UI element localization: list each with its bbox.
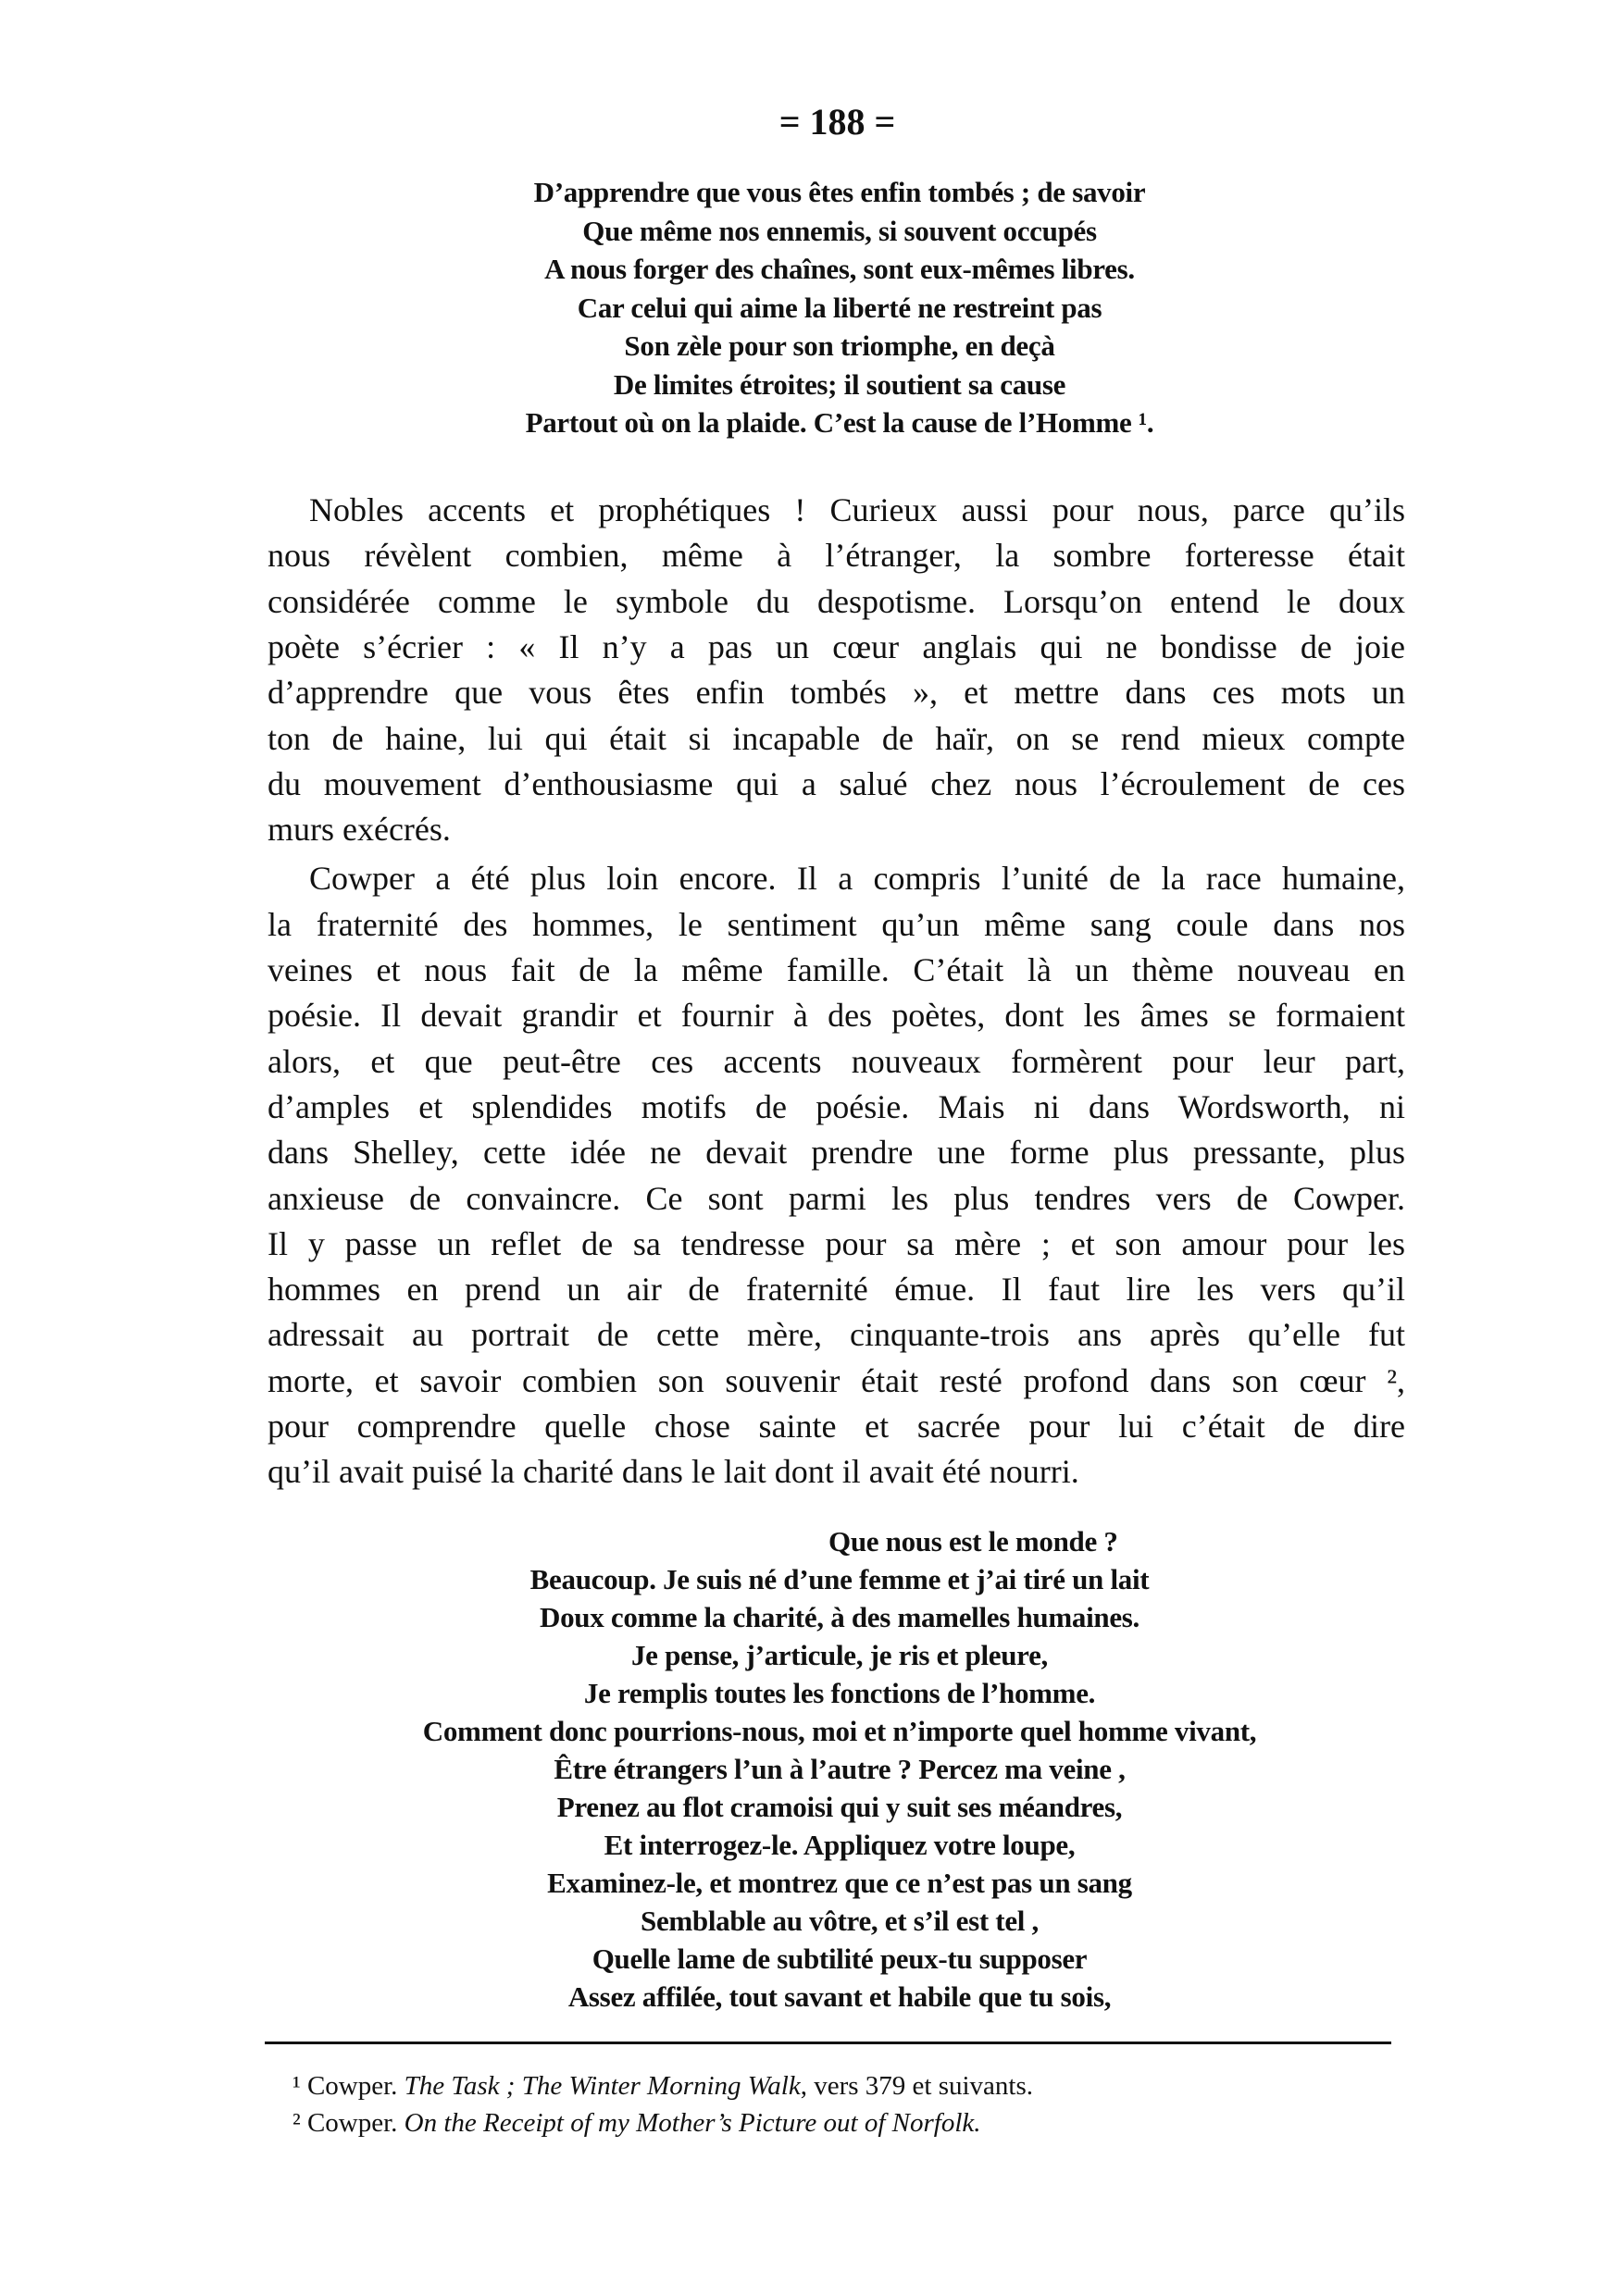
prose-line: anxieuse de convaincre. Ce sont parmi les plus tendres vers de Cowper.	[268, 1179, 1405, 1217]
footnote-mark: ¹	[293, 2071, 301, 2101]
footnote-2	[293, 2108, 981, 2139]
verse-line: Comment donc pourrions-nous, moi et n’importe quel homme vivant,	[422, 1715, 1257, 1747]
prose-line: Cowper a été plus loin encore. Il a compris l’unité de la race humaine,	[309, 860, 1405, 898]
prose-line: murs exécrés.	[268, 811, 451, 849]
verse-line: Prenez au flot cramoisi qui y suit ses méandres,	[556, 1791, 1123, 1823]
verse-line: Que même nos ennemis, si souvent occupés	[582, 214, 1097, 247]
verse-line: Examinez-le, et montrez que ce n’est pas un sang	[547, 1867, 1132, 1899]
verse-line: Que nous est le monde ?	[828, 1525, 1118, 1558]
verse-line: D’apprendre que vous êtes enfin tombés ; de savoir	[533, 176, 1146, 208]
footnote-1	[293, 2071, 1033, 2102]
prose-line: d’apprendre que vous êtes enfin tombés », et mettre dans ces mots un	[268, 674, 1405, 712]
prose-line: morte, et savoir combien son souvenir était resté profond dans son cœur ²,	[268, 1361, 1405, 1399]
verse-line: Partout où on la plaide. C’est la cause de l’Homme ¹.	[525, 406, 1154, 439]
prose-line: ton de haine, lui qui était si incapable de haïr, on se rend mieux compte	[268, 719, 1405, 757]
prose-line: qu’il avait puisé la charité dans le lait dont il avait été nourri.	[268, 1453, 1079, 1491]
prose-line: dans Shelley, cette idée ne devait prendre une forme plus pressante, plus	[268, 1134, 1405, 1172]
prose-line: pour comprendre quelle chose sainte et sacrée pour lui c’était de dire	[268, 1408, 1405, 1445]
prose-line: poésie. Il devait grandir et fournir à des poètes, dont les âmes se formaient	[268, 997, 1405, 1035]
prose-line: veines et nous fait de la même famille. C’était là un thème nouveau en	[268, 951, 1405, 988]
prose-line: la fraternité des hommes, le sentiment qu’un même sang coule dans nos	[268, 905, 1405, 943]
prose-line: adressait au portrait de cette mère, cinquante-trois ans après qu’elle fut	[268, 1316, 1405, 1354]
prose-line: alors, et que peut-être ces accents nouveaux formèrent pour leur part,	[268, 1042, 1405, 1080]
footnote-mark: ²	[293, 2108, 301, 2138]
verse-line: Assez affilée, tout savant et habile que tu sois,	[567, 1980, 1112, 2013]
verse-line: Beaucoup. Je suis né d’une femme et j’ai tiré un lait	[529, 1563, 1150, 1595]
prose-line: hommes en prend un air de fraternité émue. Il faut lire les vers qu’il	[268, 1271, 1405, 1309]
verse-line: Être étrangers l’un à l’autre ? Percez ma veine ,	[554, 1753, 1126, 1785]
prose-line: considérée comme le symbole du despotisme. Lorsqu’on entend le doux	[268, 582, 1405, 620]
prose-line: Il y passe un reflet de sa tendresse pour sa mère ; et son amour pour les	[268, 1224, 1405, 1262]
footnote-title: The Task ; The Winter Morning Walk	[404, 2071, 801, 2101]
footnote-divider	[265, 2042, 1391, 2044]
footnote-author: Cowper.	[306, 2108, 398, 2138]
footnote-author: Cowper.	[306, 2071, 398, 2101]
page-number: = 188 =	[778, 101, 896, 143]
verse-line: Semblable au vôtre, et s’il est tel ,	[641, 1905, 1039, 1937]
prose-line: d’amples et splendides motifs de poésie. Mais ni dans Wordsworth, ni	[268, 1087, 1405, 1125]
footnote-rest: , vers 379 et suivants.	[800, 2071, 1034, 2101]
footnote-title: On the Receipt of my Mother’s Picture out of Norfolk.	[404, 2108, 981, 2138]
verse-line: Doux comme la charité, à des mamelles humaines.	[539, 1601, 1140, 1633]
verse-line: Quelle lame de subtilité peux-tu supposer	[592, 1942, 1088, 1975]
verse-line: Je remplis toutes les fonctions de l’homme.	[583, 1677, 1096, 1709]
prose-line: nous révèlent combien, même à l’étranger, la sombre forteresse était	[268, 537, 1405, 575]
prose-line: du mouvement d’enthousiasme qui a salué chez nous l’écroulement de ces	[268, 764, 1405, 802]
verse-line: Son zèle pour son triomphe, en deçà	[624, 329, 1055, 362]
verse-line: Car celui qui aime la liberté ne restreint pas	[577, 291, 1102, 324]
verse-line: De limites étroites; il soutient sa cause	[613, 367, 1066, 401]
prose-line: Nobles accents et prophétiques ! Curieux aussi pour nous, parce qu’ils	[309, 491, 1405, 528]
prose-line: poète s’écrier : « Il n’y a pas un cœur anglais qui ne bondisse de joie	[268, 627, 1405, 665]
verse-line: Je pense, j’articule, je ris et pleure,	[630, 1639, 1048, 1671]
verse-line: Et interrogez-le. Appliquez votre loupe,	[604, 1829, 1076, 1861]
verse-line: A nous forger des chaînes, sont eux-mêmes libres.	[544, 253, 1135, 285]
